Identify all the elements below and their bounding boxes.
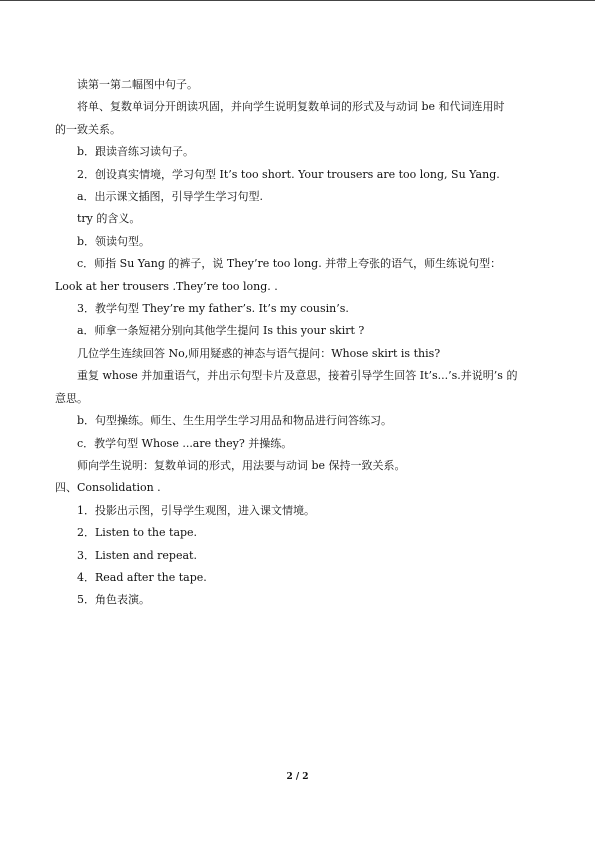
paragraph-line: Look at her trousers .They’re too long. .: [55, 279, 278, 293]
list-item: 1．投影出示图，引导学生观图，进入课文情境。: [77, 503, 315, 517]
paragraph-line: 2．创设真实情境，学习句型 It’s too short. Your trousers are too long, Su Yang.: [77, 167, 500, 181]
page-number: 2 / 2: [286, 772, 309, 782]
paragraph-line: c．教学句型 Whose ...are they? 并操练。: [77, 436, 293, 450]
paragraph-line: 3．教学句型 They’re my father’s. It’s my cousin’s.: [77, 302, 349, 316]
paragraph-line: a．师拿一条短裙分别向其他学生提问 Is this your skirt ?: [77, 324, 365, 338]
paragraph-line: b．跟读音练习读句子。: [77, 145, 195, 159]
paragraph-line: b．句型操练。师生、生生用学生学习用品和物品进行问答练习。: [77, 414, 393, 428]
document-body: [55, 74, 541, 612]
paragraph-line: b．领读句型。: [77, 234, 151, 248]
list-item: 5．角色表演。: [77, 593, 150, 607]
paragraph-line: try 的含义。: [77, 212, 141, 226]
list-item: 2．Listen to the tape.: [77, 526, 198, 540]
paragraph-line: a．出示课文插图，引导学生学习句型.: [77, 190, 264, 204]
paragraph-line: 将单、复数单词分开朗读巩固，并向学生说明复数单词的形式及与动词 be 和代词连用时: [77, 100, 505, 114]
paragraph-line: c．师指 Su Yang 的裤子，说 They’re too long. 并带上夸张的语气，师生练说句型：: [77, 257, 502, 271]
paragraph-line: 的一致关系。: [55, 122, 121, 136]
paragraph-line: 几位学生连续回答 No,师用疑惑的神态与语气提问：Whose skirt is this?: [77, 346, 441, 360]
section-heading: 四、Consolidation .: [55, 481, 161, 495]
paragraph-line: 重复 whose 并加重语气，并出示句型卡片及意思，接着引导学生回答 It’s...’s.并说明’s 的: [77, 369, 518, 383]
paragraph-line: 读第一第二幅图中句子。: [77, 78, 198, 91]
list-item: 4．Read after the tape.: [77, 570, 207, 584]
paragraph-line: 意思。: [55, 391, 88, 405]
list-item: 3．Listen and repeat.: [77, 548, 197, 562]
paragraph-line: 师向学生说明：复数单词的形式，用法要与动词 be 保持一致关系。: [77, 458, 406, 472]
header-rule: [0, 0, 595, 1]
